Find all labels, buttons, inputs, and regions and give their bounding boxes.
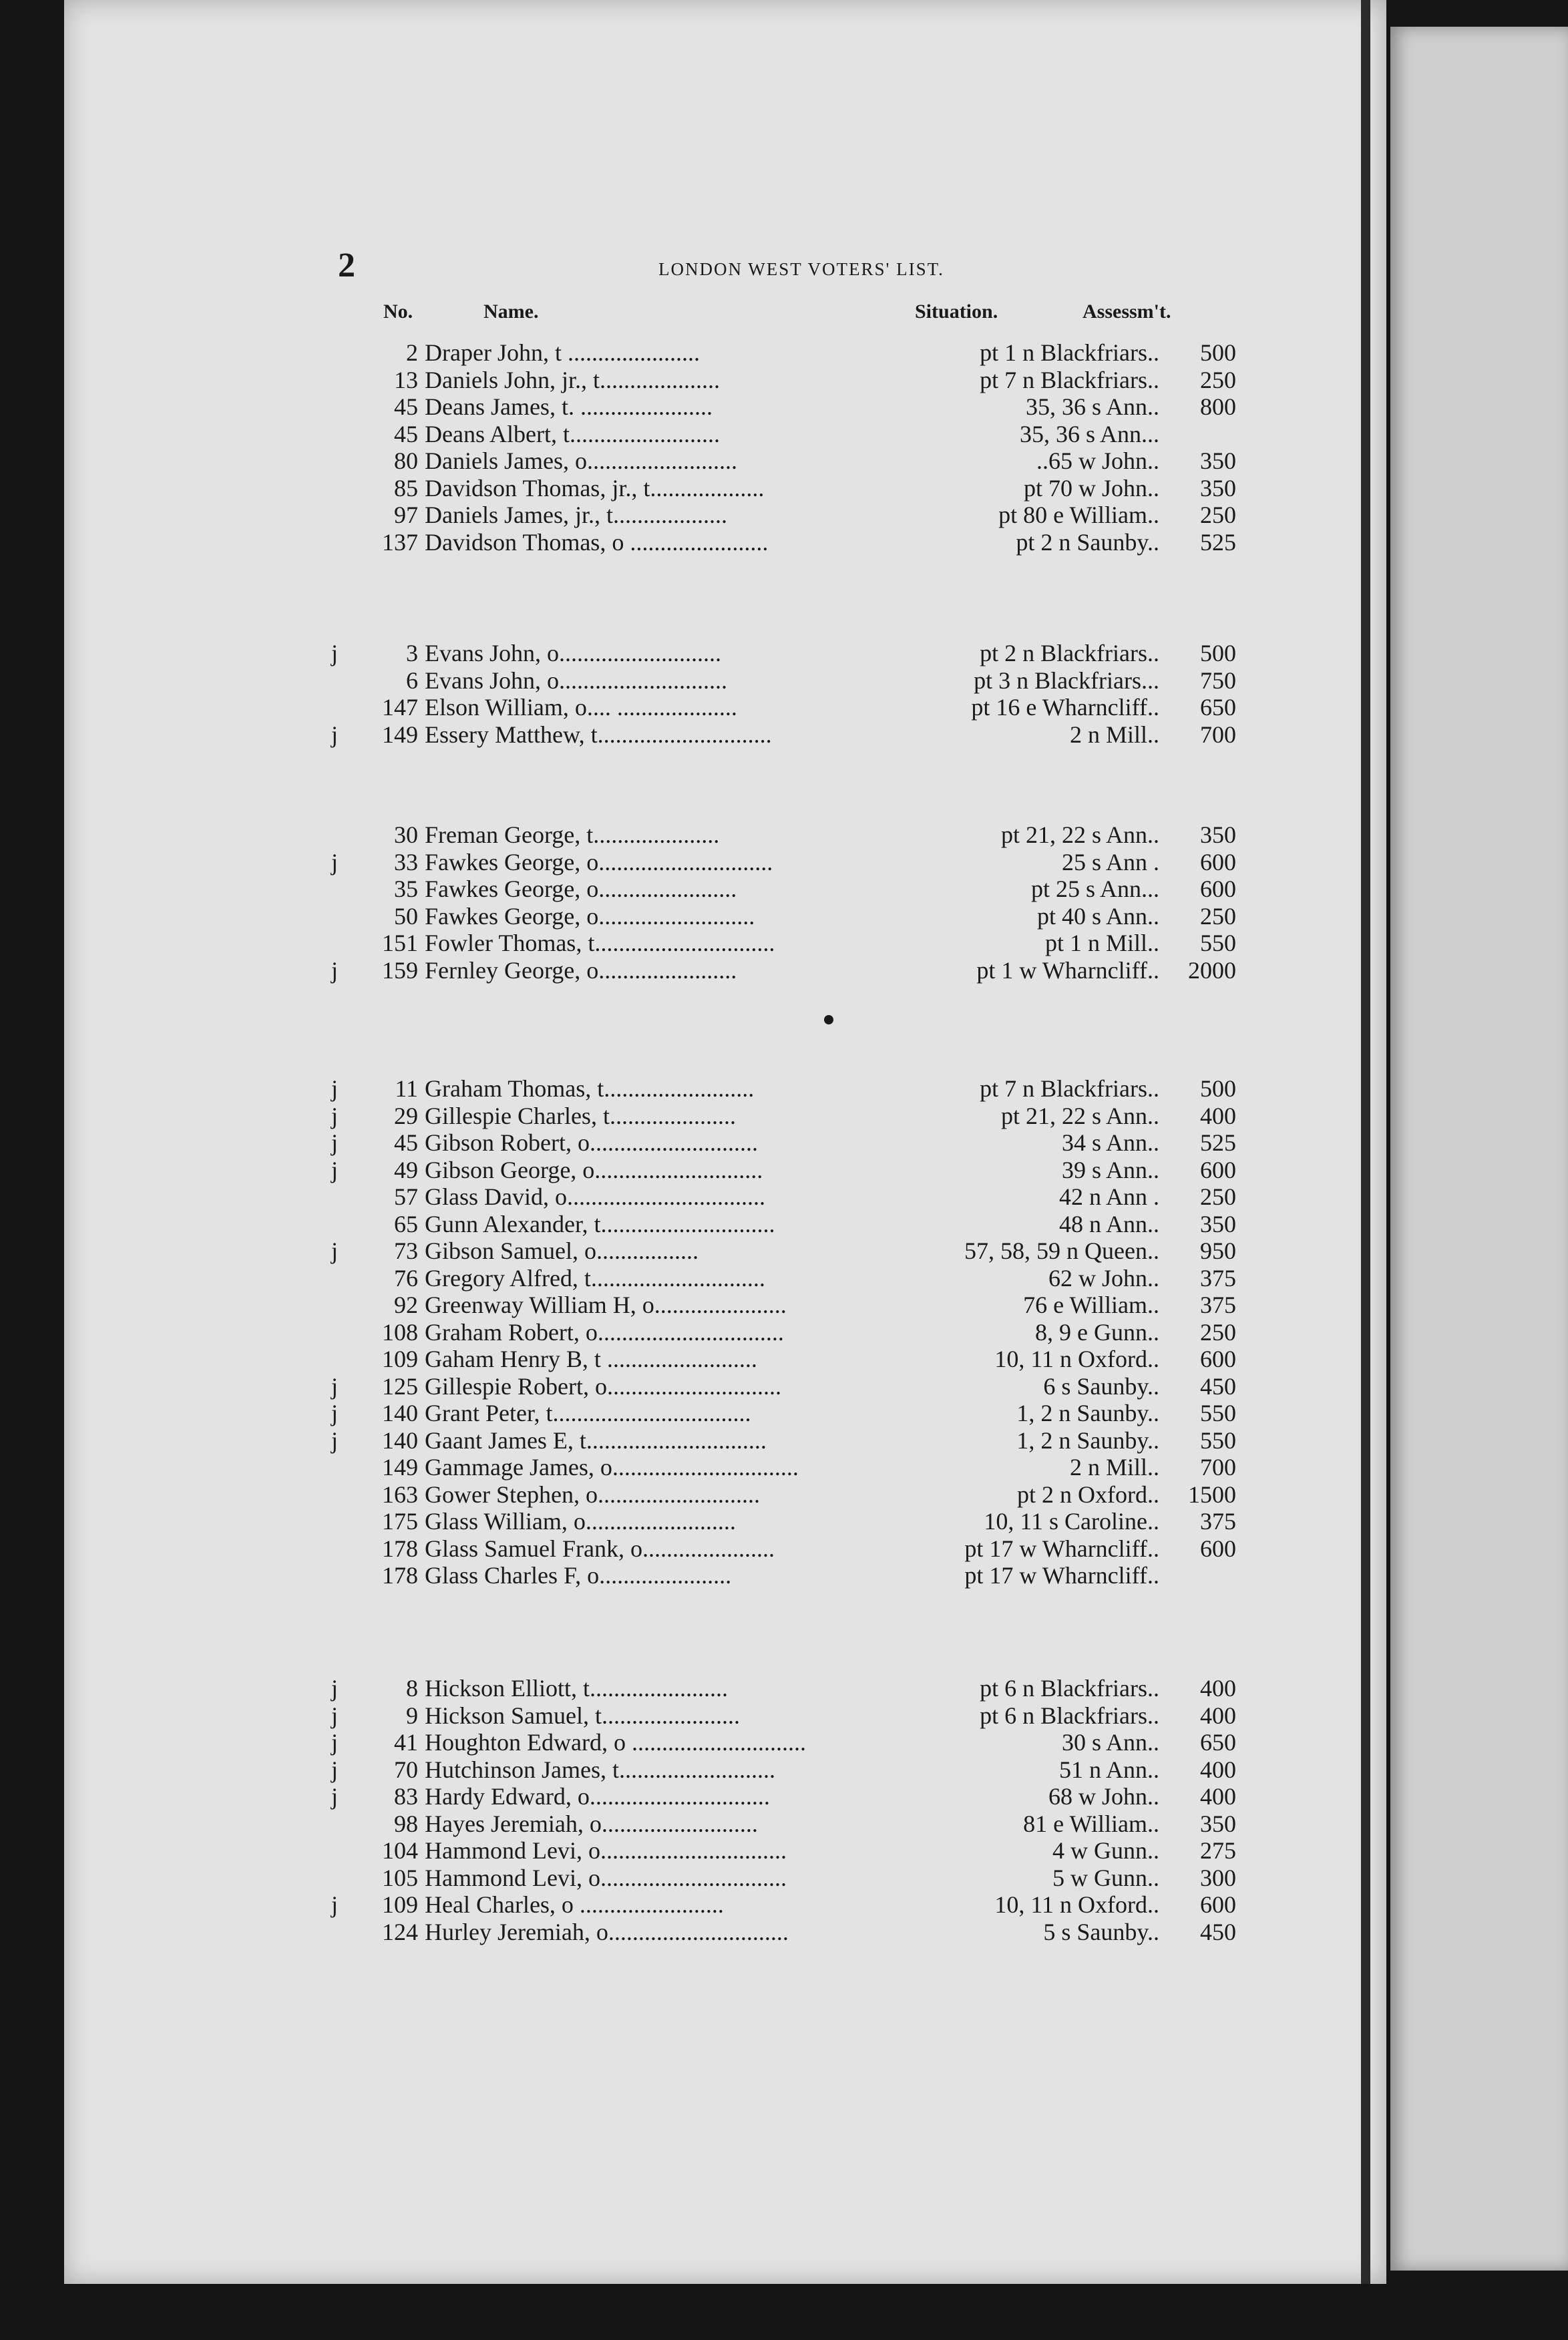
voter-name: Gillespie Robert, o............................. — [425, 1372, 781, 1400]
situation: pt 7 n Blackfriars.. — [980, 366, 1159, 393]
voter-name: Gibson George, o............................ — [425, 1156, 763, 1183]
voter-name: Hickson Samuel, t....................... — [425, 1702, 740, 1729]
situation: pt 2 n Oxford.. — [1017, 1481, 1159, 1508]
table-row — [64, 1183, 1386, 1210]
situation: pt 2 n Saunby.. — [1016, 528, 1159, 556]
row-flag: j — [331, 640, 339, 666]
row-number: 13 — [394, 366, 418, 393]
assessment-amount: 375 — [1200, 1508, 1236, 1535]
page-gutter — [1361, 0, 1370, 2284]
assessment-amount: 600 — [1200, 1891, 1236, 1918]
voter-name: Hammond Levi, o............................... — [425, 1837, 787, 1864]
table-row — [64, 1865, 1386, 1891]
table-row — [64, 1454, 1386, 1481]
row-number: 124 — [382, 1918, 418, 1945]
assessment-amount: 275 — [1200, 1837, 1236, 1864]
table-row — [64, 1157, 1386, 1183]
voter-name: Gillespie Charles, t..................... — [425, 1102, 736, 1129]
facing-page-edge — [1390, 27, 1568, 2271]
column-header-no: No. — [383, 301, 413, 323]
row-number: 163 — [382, 1481, 418, 1508]
row-number: 41 — [394, 1729, 418, 1756]
assessment-amount: 950 — [1200, 1237, 1236, 1264]
voter-name: Hurley Jeremiah, o.............................. — [425, 1918, 789, 1945]
voter-name: Hickson Elliott, t....................... — [425, 1675, 728, 1702]
assessment-amount: 250 — [1200, 1183, 1236, 1210]
column-header-situation: Situation. — [915, 301, 998, 323]
voter-name: Davidson Thomas, o ....................... — [425, 528, 769, 556]
situation: pt 3 n Blackfriars... — [974, 666, 1159, 694]
situation: pt 25 s Ann... — [1030, 875, 1159, 902]
voter-name: Freman George, t..................... — [425, 821, 720, 848]
assessment-amount: 700 — [1200, 1454, 1236, 1481]
assessment-amount: 1500 — [1188, 1481, 1236, 1508]
table-row — [64, 529, 1386, 556]
row-number: 70 — [394, 1756, 418, 1783]
row-flag: j — [331, 1675, 339, 1702]
assessment-amount: 300 — [1200, 1864, 1236, 1891]
situation: 48 n Ann.. — [1058, 1210, 1159, 1237]
row-flag: j — [331, 1102, 339, 1129]
column-header-name: Name. — [483, 301, 539, 323]
situation: 57, 58, 59 n Queen.. — [964, 1237, 1159, 1264]
voter-name: Greenway William H, o...................... — [425, 1292, 787, 1318]
row-number: 104 — [382, 1837, 418, 1864]
row-number: 140 — [382, 1426, 418, 1454]
table-row — [64, 1319, 1386, 1346]
table-row — [64, 339, 1386, 366]
section-bullet — [824, 1015, 833, 1024]
table-row — [64, 1211, 1386, 1237]
row-number: 45 — [394, 1129, 418, 1156]
row-flag: j — [331, 1756, 339, 1783]
assessment-amount: 650 — [1200, 1729, 1236, 1756]
voter-name: Fawkes George, o.......................... — [425, 902, 755, 930]
assessment-amount: 350 — [1200, 447, 1236, 474]
situation: 25 s Ann . — [1061, 848, 1159, 875]
assessment-amount: 400 — [1200, 1783, 1236, 1810]
situation: pt 16 e Wharncliff.. — [971, 694, 1159, 721]
table-row — [64, 821, 1386, 848]
assessment-amount: 525 — [1200, 1129, 1236, 1156]
assessment-amount: 500 — [1200, 640, 1236, 666]
voter-name: Gibson Samuel, o................. — [425, 1237, 699, 1264]
situation: 81 e William.. — [1023, 1810, 1159, 1837]
voter-name: Gunn Alexander, t............................. — [425, 1210, 775, 1237]
row-number: 2 — [406, 339, 418, 366]
row-number: 80 — [394, 447, 418, 474]
row-flag: j — [331, 1237, 339, 1264]
row-number: 98 — [394, 1810, 418, 1837]
situation: 35, 36 s Ann.. — [1025, 393, 1159, 420]
row-flag: j — [331, 1783, 339, 1810]
table-row — [64, 1481, 1386, 1508]
row-flag: j — [331, 1075, 339, 1102]
voter-name: Graham Robert, o............................... — [425, 1318, 784, 1346]
table-row — [64, 421, 1386, 447]
situation: 30 s Ann.. — [1061, 1729, 1159, 1756]
voter-name: Daniels James, o......................... — [425, 447, 737, 474]
assessment-amount: 250 — [1200, 902, 1236, 930]
row-number: 45 — [394, 393, 418, 420]
situation: 1, 2 n Saunby.. — [1016, 1426, 1159, 1454]
row-number: 33 — [394, 848, 418, 875]
assessment-amount: 250 — [1200, 1318, 1236, 1346]
row-number: 35 — [394, 875, 418, 902]
row-flag: j — [331, 1156, 339, 1183]
row-number: 6 — [406, 666, 418, 694]
row-number: 109 — [382, 1891, 418, 1918]
table-row — [64, 502, 1386, 528]
situation: pt 1 n Blackfriars.. — [980, 339, 1159, 366]
voter-name: Hardy Edward, o.............................. — [425, 1783, 770, 1810]
assessment-amount: 600 — [1200, 1156, 1236, 1183]
assessment-amount: 800 — [1200, 393, 1236, 420]
situation: pt 21, 22 s Ann.. — [1000, 821, 1159, 848]
voter-name: Daniels James, jr., t................... — [425, 502, 727, 528]
row-number: 45 — [394, 420, 418, 447]
row-number: 159 — [382, 956, 418, 984]
voter-name: Fawkes George, o............................. — [425, 848, 773, 875]
voter-name: Essery Matthew, t............................. — [425, 721, 772, 748]
situation: 5 w Gunn.. — [1052, 1864, 1159, 1891]
situation: pt 1 w Wharncliff.. — [976, 956, 1159, 984]
situation: pt 1 n Mill.. — [1044, 930, 1159, 956]
situation: 4 w Gunn.. — [1052, 1837, 1159, 1864]
table-row — [64, 1373, 1386, 1400]
assessment-amount: 375 — [1200, 1292, 1236, 1318]
table-row — [64, 1508, 1386, 1535]
voter-name: Graham Thomas, t......................... — [425, 1075, 755, 1102]
row-number: 108 — [382, 1318, 418, 1346]
row-number: 73 — [394, 1237, 418, 1264]
column-header-assessment: Assessm't. — [1083, 301, 1171, 323]
assessment-amount: 700 — [1200, 721, 1236, 748]
row-number: 50 — [394, 902, 418, 930]
table-row — [64, 1810, 1386, 1837]
table-row — [64, 1237, 1386, 1264]
assessment-amount: 600 — [1200, 1346, 1236, 1372]
voter-name: Gower Stephen, o........................... — [425, 1481, 760, 1508]
assessment-amount: 400 — [1200, 1756, 1236, 1783]
assessment-amount: 350 — [1200, 1810, 1236, 1837]
row-number: 178 — [382, 1535, 418, 1562]
table-row — [64, 1919, 1386, 1945]
assessment-amount: 550 — [1200, 930, 1236, 956]
table-row — [64, 903, 1386, 930]
situation: pt 6 n Blackfriars.. — [980, 1675, 1159, 1702]
row-number: 76 — [394, 1264, 418, 1292]
assessment-amount: 525 — [1200, 528, 1236, 556]
situation: 2 n Mill.. — [1069, 721, 1159, 748]
row-flag: j — [331, 956, 339, 984]
situation: 76 e William.. — [1023, 1292, 1159, 1318]
voter-name: Evans John, o............................ — [425, 666, 727, 694]
table-row — [64, 367, 1386, 393]
row-number: 65 — [394, 1210, 418, 1237]
situation: pt 40 s Ann.. — [1036, 902, 1159, 930]
voter-name: Elson William, o.... .................... — [425, 694, 737, 721]
table-row — [64, 957, 1386, 984]
assessment-amount: 250 — [1200, 366, 1236, 393]
situation: pt 70 w John.. — [1023, 474, 1159, 502]
table-row — [64, 475, 1386, 502]
assessment-amount: 375 — [1200, 1264, 1236, 1292]
row-number: 29 — [394, 1102, 418, 1129]
voter-name: Hayes Jeremiah, o.......................... — [425, 1810, 758, 1837]
table-row — [64, 849, 1386, 875]
voter-name: Deans James, t. ...................... — [425, 393, 713, 420]
table-row — [64, 1265, 1386, 1292]
row-flag: j — [331, 1426, 339, 1454]
situation: pt 21, 22 s Ann.. — [1000, 1102, 1159, 1129]
row-flag: j — [331, 1400, 339, 1426]
situation: 8, 9 e Gunn.. — [1035, 1318, 1159, 1346]
table-row — [64, 1702, 1386, 1729]
assessment-amount: 400 — [1200, 1702, 1236, 1729]
voter-name: Glass William, o......................... — [425, 1508, 736, 1535]
voter-name: Davidson Thomas, jr., t................... — [425, 474, 765, 502]
voter-name: Fowler Thomas, t.............................. — [425, 930, 775, 956]
situation: ..65 w John.. — [1036, 447, 1159, 474]
table-row — [64, 393, 1386, 420]
table-row — [64, 1891, 1386, 1918]
voter-name: Fernley George, o....................... — [425, 956, 737, 984]
assessment-amount: 600 — [1200, 1535, 1236, 1562]
situation: 2 n Mill.. — [1069, 1454, 1159, 1481]
situation: 68 w John.. — [1048, 1783, 1159, 1810]
situation: pt 17 w Wharncliff.. — [964, 1562, 1159, 1589]
situation: 51 n Ann.. — [1058, 1756, 1159, 1783]
row-number: 125 — [382, 1372, 418, 1400]
page-header — [64, 246, 1386, 284]
table-row — [64, 1346, 1386, 1372]
row-number: 83 — [394, 1783, 418, 1810]
row-number: 3 — [406, 640, 418, 666]
voter-name: Deans Albert, t......................... — [425, 420, 720, 447]
row-number: 147 — [382, 694, 418, 721]
assessment-amount: 450 — [1200, 1918, 1236, 1945]
table-row — [64, 875, 1386, 902]
row-number: 49 — [394, 1156, 418, 1183]
row-number: 92 — [394, 1292, 418, 1318]
table-row — [64, 694, 1386, 721]
row-number: 151 — [382, 930, 418, 956]
table-row — [64, 1783, 1386, 1810]
assessment-amount: 750 — [1200, 666, 1236, 694]
table-row — [64, 1292, 1386, 1318]
situation: 10, 11 n Oxford.. — [994, 1346, 1159, 1372]
row-flag: j — [331, 1372, 339, 1400]
row-flag: j — [331, 1702, 339, 1729]
assessment-amount: 2000 — [1188, 956, 1236, 984]
situation: pt 7 n Blackfriars.. — [980, 1075, 1159, 1102]
assessment-amount: 450 — [1200, 1372, 1236, 1400]
voter-name: Draper John, t ...................... — [425, 339, 700, 366]
voter-name: Gregory Alfred, t............................. — [425, 1264, 765, 1292]
voter-name: Grant Peter, t................................. — [425, 1400, 751, 1426]
row-number: 140 — [382, 1400, 418, 1426]
situation: 39 s Ann.. — [1061, 1156, 1159, 1183]
voter-name: Fawkes George, o....................... — [425, 875, 737, 902]
row-number: 105 — [382, 1864, 418, 1891]
situation: 10, 11 s Caroline.. — [984, 1508, 1159, 1535]
voter-name: Gibson Robert, o............................ — [425, 1129, 758, 1156]
page-number: 2 — [338, 246, 355, 284]
situation: pt 2 n Blackfriars.. — [980, 640, 1159, 666]
assessment-amount: 500 — [1200, 339, 1236, 366]
table-row — [64, 1729, 1386, 1756]
situation: 10, 11 n Oxford.. — [994, 1891, 1159, 1918]
voter-name: Daniels John, jr., t.................... — [425, 366, 720, 393]
row-number: 137 — [382, 528, 418, 556]
situation: 34 s Ann.. — [1061, 1129, 1159, 1156]
table-row — [64, 1075, 1386, 1102]
table-row — [64, 1103, 1386, 1129]
assessment-amount: 350 — [1200, 821, 1236, 848]
voter-name: Glass Samuel Frank, o...................... — [425, 1535, 775, 1562]
row-number: 8 — [406, 1675, 418, 1702]
table-row — [64, 640, 1386, 666]
table-row — [64, 1562, 1386, 1589]
voter-name: Evans John, o........................... — [425, 640, 721, 666]
voter-name: Houghton Edward, o ............................. — [425, 1729, 806, 1756]
situation: pt 17 w Wharncliff.. — [964, 1535, 1159, 1562]
situation: pt 80 e William.. — [998, 502, 1159, 528]
voter-name: Glass Charles F, o...................... — [425, 1562, 732, 1589]
running-title: LONDON WEST VOTERS' LIST. — [658, 259, 944, 279]
row-flag: j — [331, 1129, 339, 1156]
row-number: 30 — [394, 821, 418, 848]
situation: 5 s Saunby.. — [1043, 1918, 1159, 1945]
assessment-amount: 650 — [1200, 694, 1236, 721]
assessment-amount: 250 — [1200, 502, 1236, 528]
table-row — [64, 1427, 1386, 1454]
situation: 42 n Ann . — [1058, 1183, 1159, 1210]
row-number: 9 — [406, 1702, 418, 1729]
assessment-amount: 550 — [1200, 1400, 1236, 1426]
assessment-amount: 550 — [1200, 1426, 1236, 1454]
table-row — [64, 667, 1386, 694]
row-flag: j — [331, 721, 339, 748]
row-number: 85 — [394, 474, 418, 502]
column-headers — [64, 301, 1386, 327]
table-row — [64, 1129, 1386, 1156]
assessment-amount: 600 — [1200, 848, 1236, 875]
document-page — [64, 0, 1386, 2284]
table-row — [64, 1837, 1386, 1864]
row-flag: j — [331, 1891, 339, 1918]
table-row — [64, 447, 1386, 474]
voter-name: Hutchinson James, t.......................... — [425, 1756, 775, 1783]
voter-name: Hammond Levi, o............................... — [425, 1864, 787, 1891]
row-number: 149 — [382, 1454, 418, 1481]
row-flag: j — [331, 1729, 339, 1756]
row-number: 178 — [382, 1562, 418, 1589]
row-number: 97 — [394, 502, 418, 528]
table-row — [64, 721, 1386, 748]
situation: 1, 2 n Saunby.. — [1016, 1400, 1159, 1426]
row-number: 57 — [394, 1183, 418, 1210]
assessment-amount: 400 — [1200, 1675, 1236, 1702]
row-number: 11 — [395, 1075, 418, 1102]
voter-name: Heal Charles, o ........................ — [425, 1891, 724, 1918]
table-row — [64, 1675, 1386, 1702]
situation: 62 w John.. — [1048, 1264, 1159, 1292]
row-number: 175 — [382, 1508, 418, 1535]
table-row — [64, 1535, 1386, 1562]
situation: pt 6 n Blackfriars.. — [980, 1702, 1159, 1729]
voter-name: Gaham Henry B, t ......................... — [425, 1346, 757, 1372]
table-row — [64, 930, 1386, 956]
assessment-amount: 500 — [1200, 1075, 1236, 1102]
assessment-amount: 350 — [1200, 474, 1236, 502]
situation: 6 s Saunby.. — [1043, 1372, 1159, 1400]
row-number: 149 — [382, 721, 418, 748]
row-flag: j — [331, 848, 339, 875]
table-row — [64, 1400, 1386, 1426]
row-number: 109 — [382, 1346, 418, 1372]
voter-name: Gammage James, o............................... — [425, 1454, 799, 1481]
assessment-amount: 400 — [1200, 1102, 1236, 1129]
voter-name: Gaant James E, t.............................. — [425, 1426, 767, 1454]
assessment-amount: 350 — [1200, 1210, 1236, 1237]
situation: 35, 36 s Ann... — [1019, 420, 1159, 447]
assessment-amount: 600 — [1200, 875, 1236, 902]
table-row — [64, 1756, 1386, 1783]
voter-name: Glass David, o................................. — [425, 1183, 765, 1210]
